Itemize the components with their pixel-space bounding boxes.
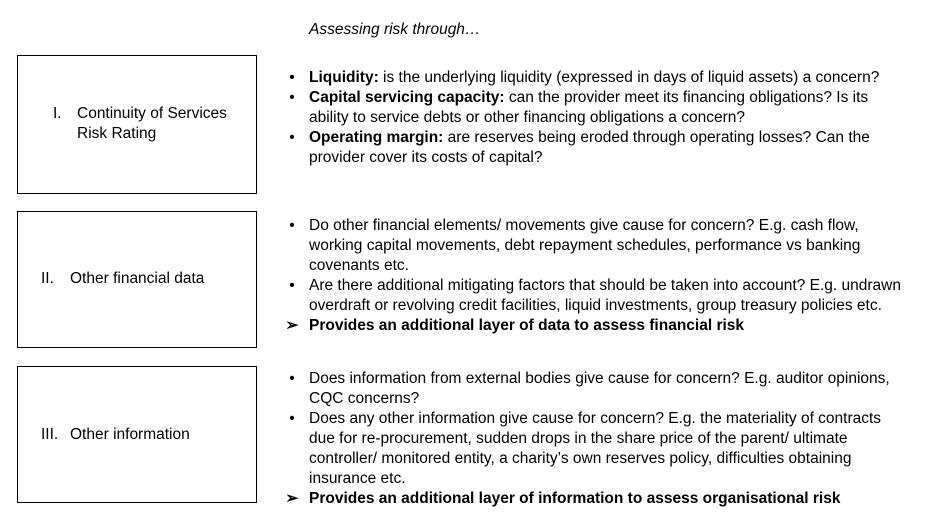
summary-item — [285, 489, 909, 509]
category-box-information — [17, 366, 257, 503]
category-number: III. — [41, 426, 59, 443]
arrow-bullet-icon: ➢ — [285, 317, 299, 334]
category-number: I. — [53, 105, 62, 122]
category-box-continuity — [17, 55, 257, 194]
list-item — [285, 369, 909, 409]
summary-text: Provides an additional layer of data to assess financial risk — [309, 317, 745, 334]
criterion-label: Liquidity: — [309, 69, 379, 86]
category-title: Other information — [70, 426, 190, 443]
list-item — [285, 88, 909, 128]
list-item-text: Do other financial elements/ movements give cause for concern? E.g. cash flow, working capital movements, debt repayment schedules, performance vs banking covenants etc. — [309, 217, 861, 274]
category-number: II. — [41, 270, 54, 287]
list-item — [285, 409, 909, 489]
bullet-icon: • — [289, 129, 295, 146]
bullet-icon: • — [289, 410, 295, 427]
category-box-financial — [17, 211, 257, 348]
category-title: Other financial data — [70, 270, 205, 287]
page-heading: Assessing risk through… — [309, 21, 481, 38]
continuity-criteria-list — [285, 68, 909, 168]
list-item — [285, 276, 909, 316]
arrow-bullet-icon: ➢ — [285, 490, 299, 507]
list-item — [285, 216, 909, 276]
list-item — [285, 68, 909, 88]
criterion-label: Operating margin: — [309, 129, 444, 146]
list-item-text: Does information from external bodies give cause for concern? E.g. auditor opinions, CQC concerns? — [309, 370, 890, 407]
summary-text: Provides an additional layer of information to assess organisational risk — [309, 490, 841, 507]
criterion-text: are reserves being eroded through operating losses? Can the provider cover its costs of capital? — [309, 129, 870, 166]
bullet-icon: • — [289, 69, 295, 86]
list-item — [285, 128, 909, 168]
list-item-text: Does any other information give cause for concern? E.g. the materiality of contracts due for re-procurement, sudden drops in the share price of the parent/ ultimate controller/ monitored entity, a charity’s own reserves policy, difficulties obtaining insurance etc. — [309, 410, 882, 487]
list-item-text: Are there additional mitigating factors that should be taken into account? E.g. undrawn overdraft or revolving credit facilities, liquid investments, group treasury policies etc. — [309, 277, 901, 314]
category-title: Continuity of Services Risk Rating — [77, 105, 227, 142]
other-information-list — [285, 369, 909, 509]
criterion-label: Capital servicing capacity: — [309, 89, 505, 106]
summary-item — [285, 316, 909, 336]
bullet-icon: • — [289, 217, 295, 234]
financial-data-list — [285, 216, 909, 336]
bullet-icon: • — [289, 277, 295, 294]
criterion-text: can the provider meet its financing obligations? Is its ability to service debts or other financing obligations a concern? — [309, 89, 869, 126]
criterion-text: is the underlying liquidity (expressed in days of liquid assets) a concern? — [378, 69, 880, 86]
bullet-icon: • — [289, 370, 295, 387]
bullet-icon: • — [289, 89, 295, 106]
